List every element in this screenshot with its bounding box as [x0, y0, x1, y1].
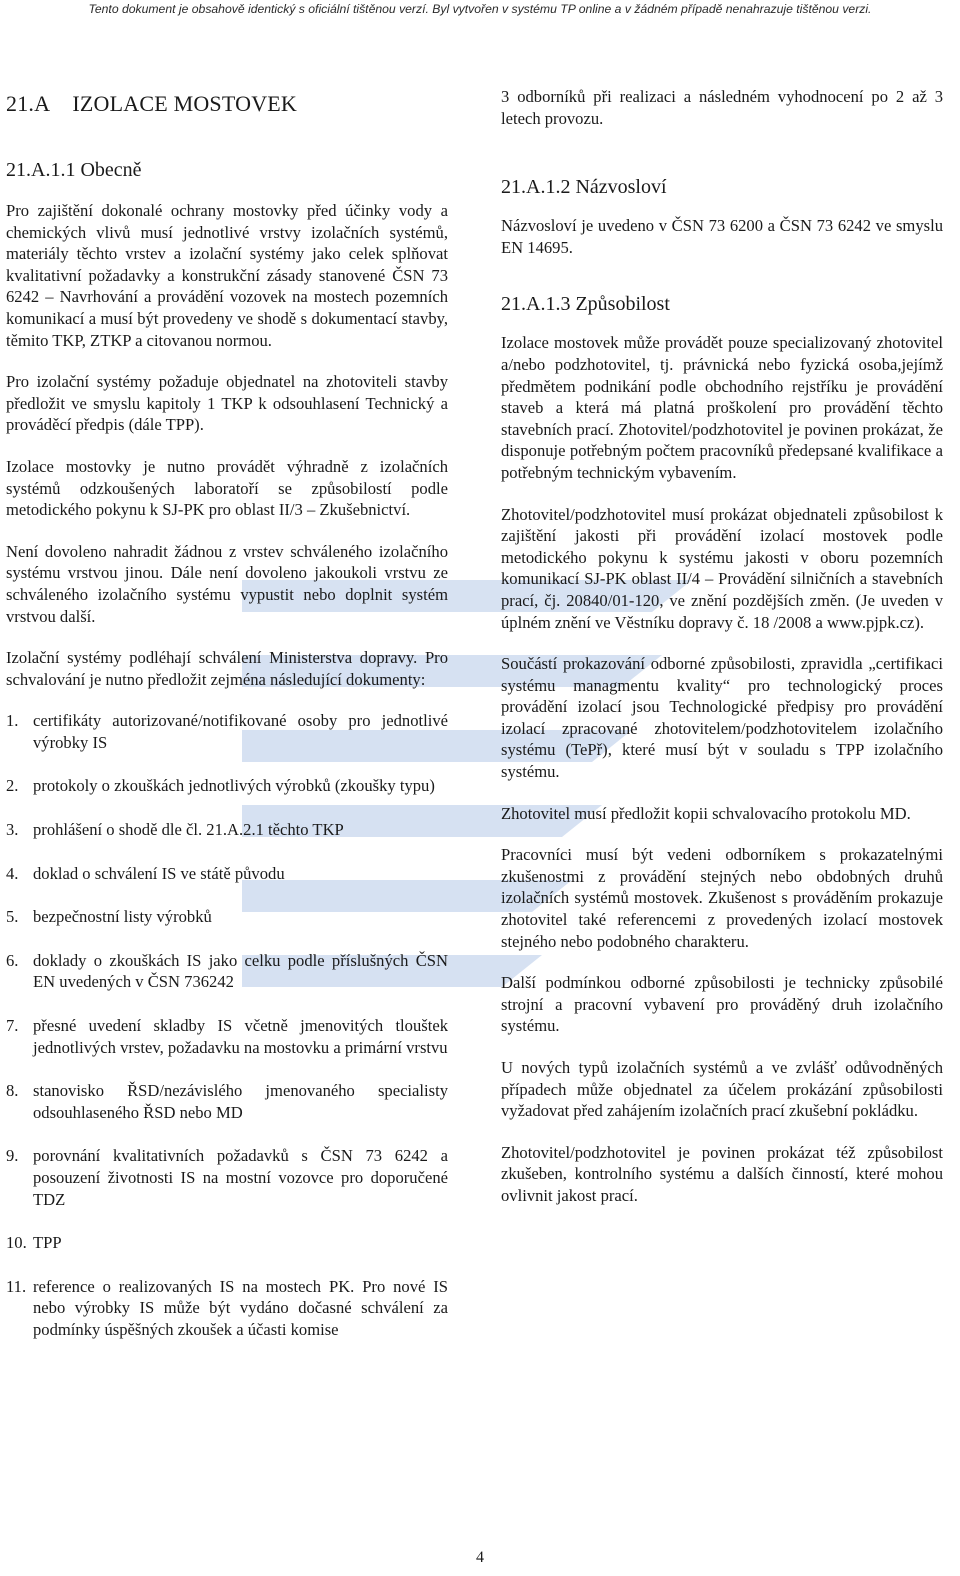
paragraph: Součástí prokazování odborné způsobilosti, zpravidla „certifikaci systému managmentu kvality“ pro technologický proces provádění izolací jsou Technologické předpisy pro provádění izolací zpracované zhotovitelem/podzhotovitelem izolačního systému (TePř), které musí být v souladu s TPP izolačního systému.	[501, 654, 943, 782]
list-item-text: protokoly o zkouškách jednotlivých výrobků (zkoušky typu)	[33, 776, 435, 796]
paragraph: U nových typů izolačních systémů a ve zvlášť odůvodněných případech může objednatel za účelem prokázání způsobilosti vyžadovat před zahájením izolačních prací zkušební pokládku.	[501, 1058, 943, 1121]
list-number: 10.	[6, 1233, 27, 1253]
paragraph: Pracovníci musí být vedeni odborníkem s prokazatelnými zkušenostmi z provádění stejných nebo obdobných druhů izolačních systémů mostovek. Zkušenost s prováděním prokazuje zhotovitel také referencemi z provedených izolací mostovek stejného nebo podobného charakteru.	[501, 845, 943, 951]
document-disclaimer: Tento dokument je obsahově identický s oficiální tištěnou verzí. Byl vytvořen v systému TP online a v žádném případě nenahrazuje tištěnou verzi.	[88, 2, 872, 16]
paragraph: Izolační systémy podléhají schválení Ministerstva dopravy. Pro schvalování je nutno předložit zejména následující dokumenty:	[6, 648, 448, 689]
list-item-text: porovnání kvalitativních požadavků s ČSN 73 6242 a posouzení životnosti IS na mostní vozovce pro doporučené TDZ	[33, 1146, 448, 1209]
list-item	[6, 950, 448, 993]
continuation-paragraph: 3 odborníků při realizaci a následném vyhodnocení po 2 až 3 letech provozu.	[501, 87, 943, 128]
list-number: 5.	[6, 907, 19, 927]
list-item-text: certifikáty autorizované/notifikované osoby pro jednotlivé výrobky IS	[33, 711, 448, 752]
subsection-heading-terminology: 21.A.1.2 Názvosloví	[501, 176, 667, 199]
list-item-text: doklady o zkouškách IS jako celku podle příslušných ČSN EN uvedených v ČSN 736242	[33, 950, 448, 992]
paragraph: Zhotovitel/podzhotovitel je povinen prokázat též způsobilost zkušeben, kontrolního systému a dalších činností, které mohou ovlivnit jakost prací.	[501, 1142, 943, 1205]
list-item	[6, 1015, 448, 1058]
list-number: 4.	[6, 863, 19, 883]
list-number: 6.	[6, 950, 19, 970]
list-number: 11.	[6, 1276, 27, 1296]
list-item	[6, 710, 448, 753]
list-item	[6, 1080, 448, 1123]
left-column	[6, 86, 448, 1341]
list-item	[6, 775, 448, 797]
paragraph: Pro zajištění dokonalé ochrany mostovky před účinky vody a chemických vlivů musí jednotlivé vrstvy izolačních systémů, materiály těchto vrstev a izolační systémy jako celek splňovat kvalitativní požadavky a konstrukční zásady stanovené ČSN 73 6242 – Navrhování a provádění vozovek na mostech pozemních komunikací a musí být provedeny ve shodě s dokumentací stavby, těmito TKP, ZTKP a citovanou normou.	[6, 201, 448, 350]
paragraph: Pro izolační systémy požaduje objednatel na zhotoviteli stavby předložit ve smyslu kapitoly 1 TKP k odsouhlasení Technický a prováděcí předpis (dále TPP).	[6, 372, 448, 435]
list-item	[6, 1145, 448, 1210]
paragraph: Další podmínkou odborné způsobilosti je technicky způsobilé strojní a pracovní vybavení pro prováděný druh izolačního systému.	[501, 973, 943, 1036]
list-item	[6, 819, 448, 841]
list-item	[6, 906, 448, 928]
list-item-text: TPP	[33, 1233, 62, 1253]
list-item-text: přesné uvedení skladby IS včetně jmenovitých tlouštek jednotlivých vrstev, požadavku na mostovku a primární vrstvu	[33, 1016, 448, 1057]
paragraph: Izolace mostovek může provádět pouze specializovaný zhotovitel a/nebo podzhotovitel, tj. právnická nebo fyzická osoba,jejímž předmětem podnikání podle obchodního rejstříku je provádění staveb a která má platná proškolení pro provádění těchto stavebních prací. Zhotovitel/podzhotovitel je povinen prokázat, že disponuje potřebným počtem pracovníků předepsané kvalifikace a potřebným technickým vybavením.	[501, 333, 943, 482]
section-title: 21.A IZOLACE MOSTOVEK	[6, 91, 298, 116]
list-item-text: stanovisko ŘSD/nezávislého jmenovaného specialisty odsouhlaseného ŘSD nebo MD	[33, 1081, 448, 1122]
list-number: 3.	[6, 820, 19, 840]
list-item-text: bezpečnostní listy výrobků	[33, 907, 212, 927]
page-number: 4	[476, 1549, 484, 1566]
paragraph: Zhotovitel musí předložit kopii schvalovacího protokolu MD.	[501, 803, 911, 823]
list-item-text: prohlášení o shodě dle čl. 21.A.2.1 těchto TKP	[33, 820, 344, 840]
list-item-text: doklad o schválení IS ve státě původu	[33, 863, 285, 883]
list-number: 9.	[6, 1146, 19, 1166]
list-item	[6, 863, 448, 885]
required-documents-list	[6, 710, 448, 1340]
list-number: 2.	[6, 776, 19, 796]
list-number: 8.	[6, 1081, 19, 1101]
list-item	[6, 1232, 448, 1254]
subsection-heading-general: 21.A.1.1 Obecně	[6, 159, 142, 181]
paragraph: Není dovoleno nahradit žádnou z vrstev schváleného izolačního systému vrstvou jinou. Dále není dovoleno jakoukoli vrstvu ze schváleného izolačního systému vypustit nebo doplnit systém vrstvou další.	[6, 541, 448, 626]
paragraph: Názvosloví je uvedeno v ČSN 73 6200 a ČSN 73 6242 ve smyslu EN 14695.	[501, 216, 943, 257]
right-column	[501, 86, 943, 1207]
subsection-heading-competence: 21.A.1.3 Způsobilost	[501, 293, 670, 316]
list-item-text: reference o realizovaných IS na mostech PK. Pro nové IS nebo výrobky IS může být vydáno dočasné schválení za podmínky úspěšných zkoušek a účasti komise	[33, 1276, 448, 1339]
paragraph: Izolace mostovky je nutno provádět výhradně z izolačních systémů odzkoušených laboratoří se způsobilostí podle metodického pokynu k SJ-PK pro oblast II/3 – Zkušebnictví.	[6, 456, 448, 520]
paragraph: Zhotovitel/podzhotovitel musí prokázat objednateli způsobilost k zajištění jakosti při provádění izolací mostovek podle metodického pokynu k systému jakosti v oboru pozemních komunikací SJ-PK oblast II/4 – Provádění silničních a stavebních prací, čj. 20840/01-120, ve znění pozdějších změn. (Je uveden v úplném znění ve Věstníku dopravy č. 18 /2008 a www.pjpk.cz).	[501, 504, 943, 632]
list-item	[6, 1276, 448, 1341]
list-number: 7.	[6, 1016, 19, 1036]
list-number: 1.	[6, 711, 19, 731]
